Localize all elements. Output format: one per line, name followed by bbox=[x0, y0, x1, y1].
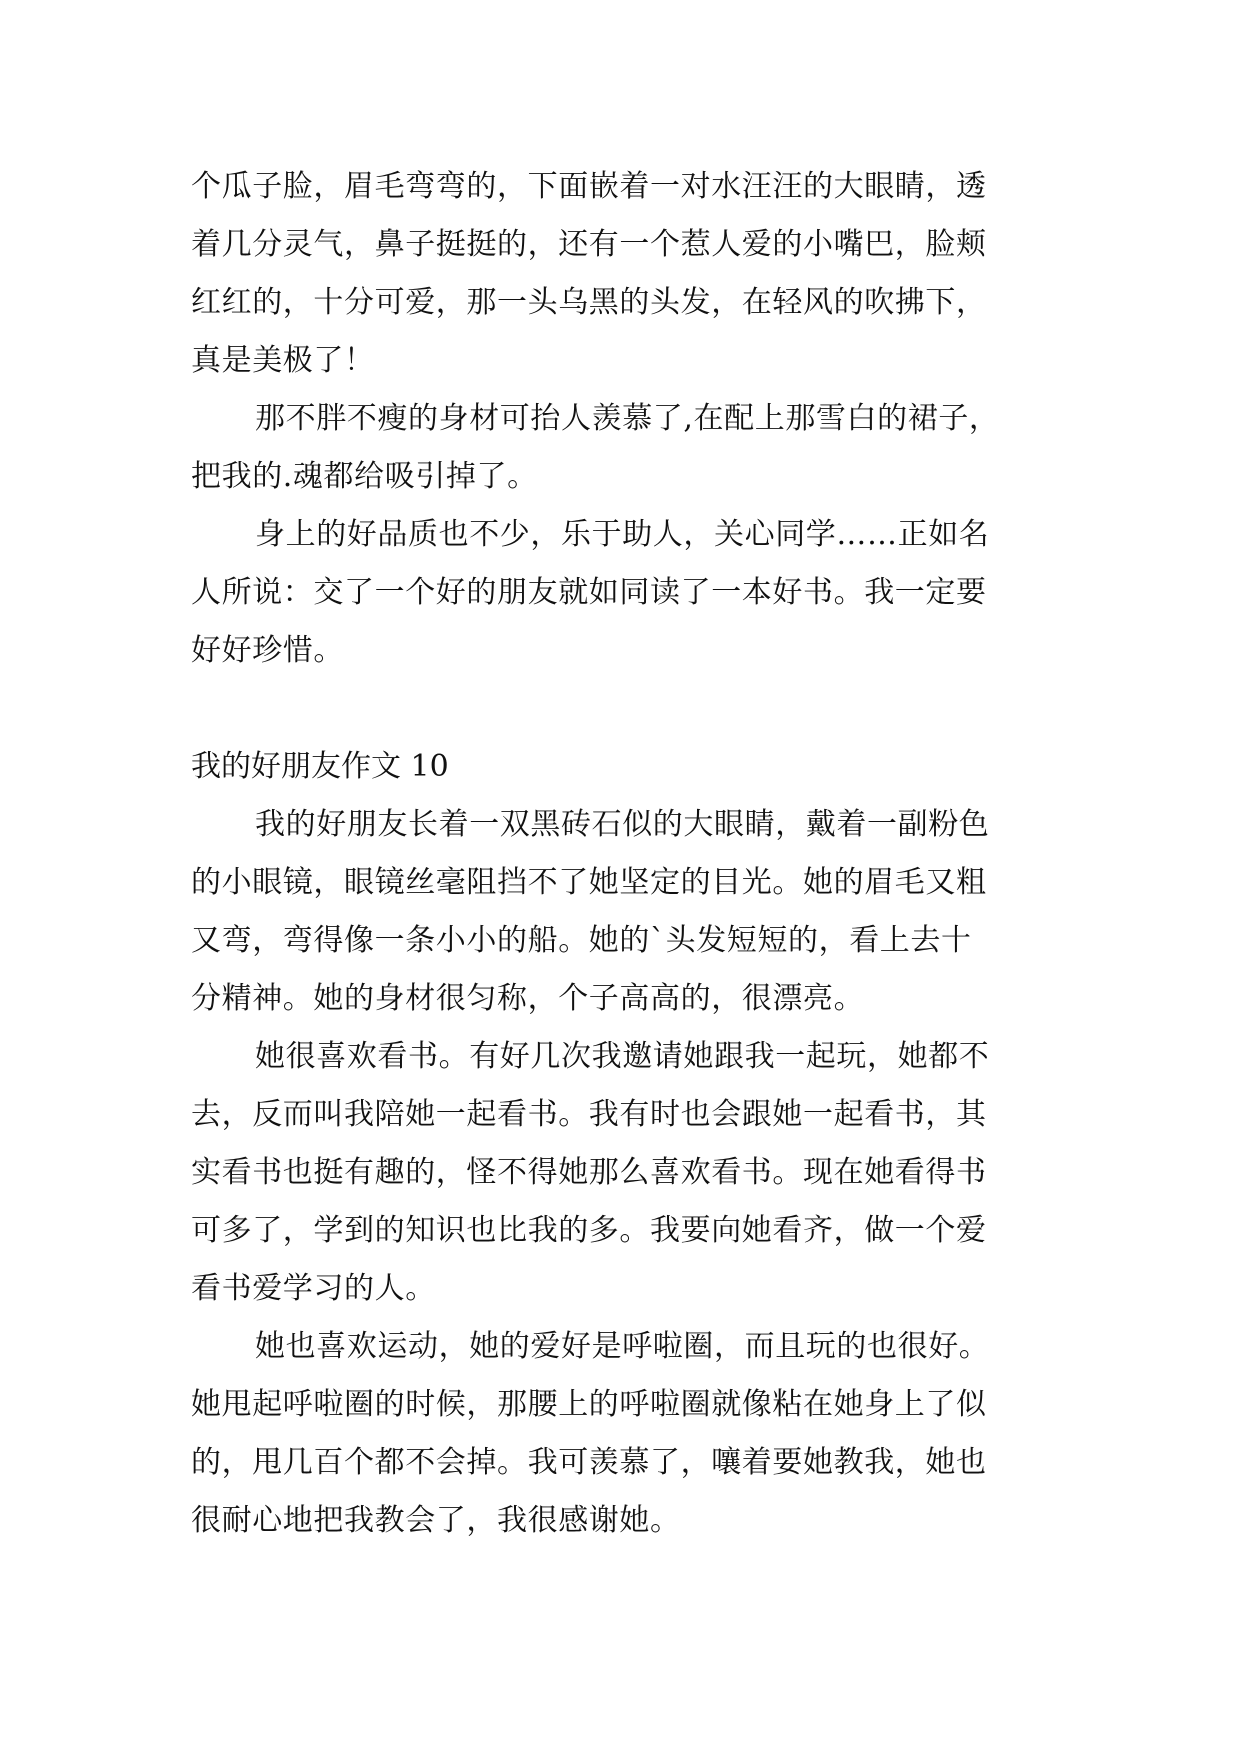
text-line: 看书爱学习的人。 bbox=[191, 1271, 436, 1306]
paragraph-first-line: 我的好朋友长着一双黑砖石似的大眼睛，戴着一副粉色 bbox=[255, 807, 990, 842]
text-line: 实看书也挺有趣的，怪不得她那么喜欢看书。现在她看得书 bbox=[191, 1155, 987, 1190]
section-spacer bbox=[191, 680, 1071, 738]
essay-heading: 我的好朋友作文 10 bbox=[191, 749, 449, 784]
paragraph-first-line: 身上的好品质也不少，乐于助人，关心同学……正如名 bbox=[255, 517, 990, 552]
text-line: 很耐心地把我教会了，我很感谢她。 bbox=[191, 1503, 681, 1538]
text-line: 又弯，弯得像一条小小的船。她的`头发短短的，看上去十 bbox=[191, 923, 972, 958]
text-line: 好好珍惜。 bbox=[191, 633, 344, 668]
text-line: 她甩起呼啦圈的时候，那腰上的呼啦圈就像粘在她身上了似 bbox=[191, 1387, 987, 1422]
essay-section-2 bbox=[191, 738, 1071, 1550]
text-line: 红红的，十分可爱，那一头乌黑的头发，在轻风的吹拂下， bbox=[191, 285, 987, 320]
text-line: 把我的.魂都给吸引掉了。 bbox=[191, 459, 538, 494]
text-line: 可多了，学到的知识也比我的多。我要向她看齐，做一个爱 bbox=[191, 1213, 987, 1248]
text-line: 个瓜子脸，眉毛弯弯的，下面嵌着一对水汪汪的大眼睛，透 bbox=[191, 169, 987, 204]
text-line: 着几分灵气，鼻子挺挺的，还有一个惹人爱的小嘴巴，脸颊 bbox=[191, 227, 987, 262]
paragraph-first-line: 她很喜欢看书。有好几次我邀请她跟我一起玩，她都不 bbox=[255, 1039, 990, 1074]
text-line: 的，甩几百个都不会掉。我可羡慕了，嚷着要她教我，她也 bbox=[191, 1445, 987, 1480]
paragraph-first-line: 那不胖不瘦的身材可抬人羡慕了,在配上那雪白的裙子， bbox=[255, 401, 1000, 436]
document-body bbox=[191, 158, 1071, 1550]
text-line: 真是美极了！ bbox=[191, 343, 375, 378]
essay-section-1 bbox=[191, 158, 1071, 680]
paragraph-first-line: 她也喜欢运动，她的爱好是呼啦圈，而且玩的也很好。 bbox=[255, 1329, 990, 1364]
text-line: 分精神。她的身材很匀称，个子高高的，很漂亮。 bbox=[191, 981, 865, 1016]
text-line: 人所说：交了一个好的朋友就如同读了一本好书。我一定要 bbox=[191, 575, 987, 610]
text-line: 去，反而叫我陪她一起看书。我有时也会跟她一起看书，其 bbox=[191, 1097, 987, 1132]
text-line: 的小眼镜，眼镜丝毫阻挡不了她坚定的目光。她的眉毛又粗 bbox=[191, 865, 987, 900]
